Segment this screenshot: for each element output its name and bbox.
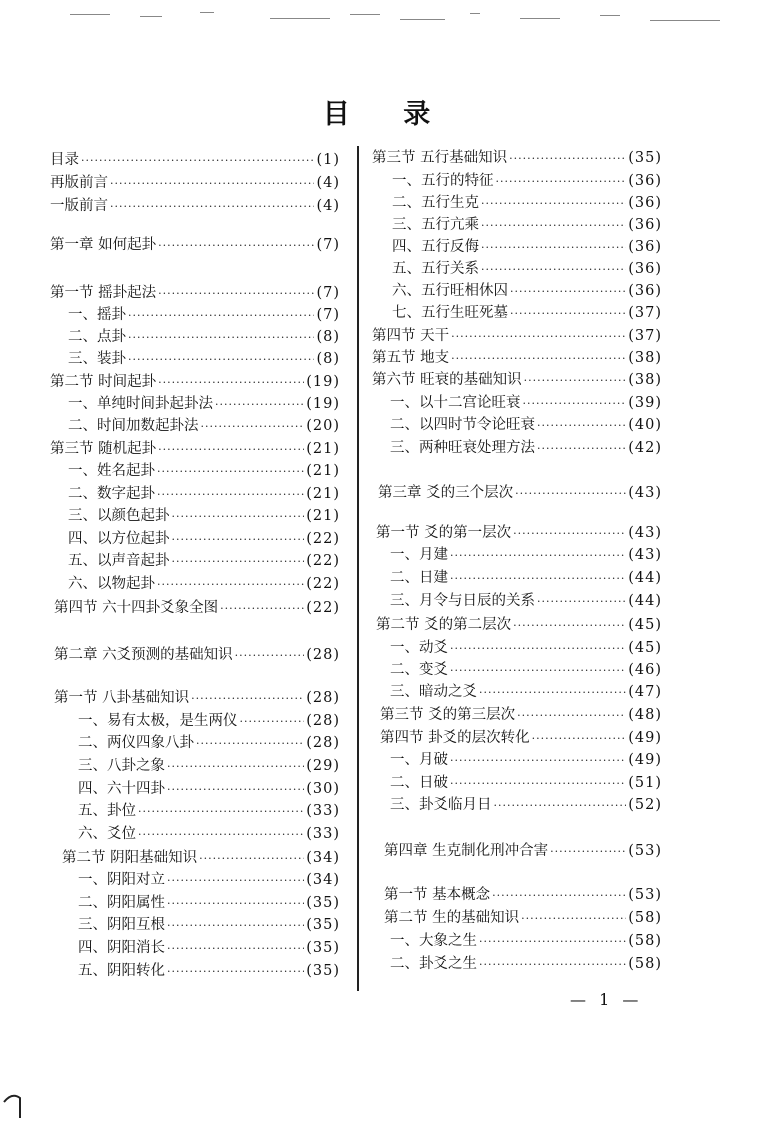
dot-leader: [191, 692, 304, 705]
toc-entry: [384, 883, 662, 905]
toc-entry-label: 第三节 五行基础知识: [372, 150, 508, 166]
toc-entry-label: 七、五行生旺死墓: [392, 305, 508, 321]
toc-entry-label: 三、以颜色起卦: [68, 508, 170, 524]
toc-entry: [390, 680, 662, 702]
dot-leader: [494, 799, 627, 812]
toc-entry: [50, 281, 340, 303]
toc-entry-page: (28): [306, 713, 340, 729]
dot-leader: [110, 200, 314, 213]
toc-entry-label: 二、五行生克: [392, 195, 479, 211]
toc-entry-page: (58): [628, 956, 662, 972]
toc-entry: [54, 643, 340, 665]
toc-entry-label: 第一节 八卦基础知识: [54, 690, 190, 706]
dot-leader: [496, 175, 627, 188]
toc-entry: [372, 324, 662, 346]
toc-entry: [78, 731, 340, 753]
toc-entry: [62, 846, 340, 868]
dot-leader: [537, 419, 626, 432]
toc-entry-label: 二、两仪四象八卦: [78, 735, 194, 751]
toc-entry-label: 第一节 爻的第一层次: [376, 525, 512, 541]
toc-entry-page: (43): [628, 485, 662, 501]
dot-leader: [550, 845, 626, 858]
toc-entry-page: (45): [628, 617, 662, 633]
toc-entry: [390, 793, 662, 815]
toc-entry: [68, 504, 340, 526]
page-title: 目 录: [322, 99, 453, 130]
dot-leader: [450, 549, 626, 562]
dot-leader: [172, 510, 305, 523]
toc-entry: [390, 413, 662, 435]
toc-entry: [390, 636, 662, 658]
dot-leader: [158, 287, 314, 300]
toc-entry-label: 第二节 爻的第二层次: [376, 617, 512, 633]
dot-leader: [167, 874, 304, 887]
toc-entry-page: (36): [628, 239, 662, 255]
page-number: — 1 —: [570, 990, 643, 1009]
toc-entry-label: 五、以声音起卦: [68, 553, 170, 569]
toc-entry: [390, 543, 662, 565]
dot-leader: [479, 686, 626, 699]
toc-entry-page: (34): [306, 850, 340, 866]
toc-entry-page: (35): [628, 150, 662, 166]
dot-leader: [220, 602, 304, 615]
dot-leader: [513, 619, 626, 632]
dot-leader: [167, 783, 304, 796]
toc-entry: [372, 346, 662, 368]
dot-leader: [481, 219, 626, 232]
toc-entry: [384, 839, 662, 861]
toc-entry-page: (49): [628, 752, 662, 768]
toc-entry: [384, 906, 662, 928]
toc-entry-page: (38): [628, 372, 662, 388]
column-divider: [357, 146, 359, 991]
toc-entry: [68, 549, 340, 571]
toc-entry-page: (52): [628, 797, 662, 813]
dot-leader: [196, 737, 304, 750]
toc-entry-page: (22): [306, 531, 340, 547]
toc-entry: [68, 414, 340, 436]
toc-entry-page: (21): [306, 508, 340, 524]
dot-leader: [201, 420, 305, 433]
toc-entry-page: (44): [628, 593, 662, 609]
dot-leader: [481, 263, 626, 276]
toc-entry-label: 二、卦爻之生: [390, 956, 477, 972]
toc-entry-label: 三、八卦之象: [78, 758, 165, 774]
toc-entry: [392, 279, 662, 301]
toc-entry-page: (36): [628, 217, 662, 233]
toc-entry-label: 五、五行关系: [392, 261, 479, 277]
dot-leader: [450, 572, 626, 585]
dot-leader: [157, 578, 304, 591]
toc-entry-label: 五、阴阳转化: [78, 963, 165, 979]
toc-entry-page: (22): [306, 576, 340, 592]
toc-entry: [50, 148, 340, 170]
dot-leader: [537, 442, 626, 455]
dot-leader: [167, 897, 304, 910]
toc-entry-label: 二、变爻: [390, 662, 448, 678]
toc-entry-page: (35): [306, 963, 340, 979]
toc-entry: [68, 347, 340, 369]
toc-entry-label: 目录: [50, 152, 79, 168]
toc-entry: [50, 194, 340, 216]
toc-entry: [380, 726, 662, 748]
toc-entry-label: 三、月令与日辰的关系: [390, 593, 535, 609]
toc-entry-page: (34): [306, 872, 340, 888]
toc-entry-page: (43): [628, 547, 662, 563]
toc-entry-page: (51): [628, 775, 662, 791]
toc-entry: [380, 703, 662, 725]
toc-entry: [390, 436, 662, 458]
dot-leader: [235, 649, 305, 662]
toc-entry-page: (44): [628, 570, 662, 586]
toc-entry-page: (30): [306, 781, 340, 797]
toc-entry-page: (43): [628, 525, 662, 541]
toc-entry: [68, 303, 340, 325]
dot-leader: [481, 197, 626, 210]
toc-entry-label: 第四章 生克制化刑冲合害: [384, 843, 549, 859]
dot-leader: [523, 397, 627, 410]
toc-entry-page: (33): [306, 826, 340, 842]
toc-entry-label: 第二节 阴阳基础知识: [62, 850, 198, 866]
toc-entry-page: (28): [306, 690, 340, 706]
toc-entry-label: 第五节 地支: [372, 350, 450, 366]
toc-entry-page: (45): [628, 640, 662, 656]
toc-entry-label: 二、日破: [390, 775, 448, 791]
toc-entry: [68, 527, 340, 549]
toc-entry-label: 三、五行亢乘: [392, 217, 479, 233]
toc-entry: [392, 235, 662, 257]
toc-entry: [392, 213, 662, 235]
scan-noise: [0, 0, 775, 40]
toc-entry-page: (20): [306, 418, 340, 434]
toc-entry-label: 第四节 六十四卦爻象全图: [54, 600, 219, 616]
dot-leader: [479, 958, 626, 971]
dot-leader: [167, 942, 304, 955]
toc-entry-page: (53): [628, 887, 662, 903]
toc-entry-label: 一、阴阳对立: [78, 872, 165, 888]
toc-entry-label: 四、六十四卦: [78, 781, 165, 797]
toc-entry-label: 再版前言: [50, 175, 108, 191]
toc-entry-label: 一版前言: [50, 198, 108, 214]
toc-entry: [68, 325, 340, 347]
toc-entry: [78, 891, 340, 913]
toc-entry-page: (19): [306, 374, 340, 390]
dot-leader: [172, 533, 305, 546]
dot-leader: [450, 664, 626, 677]
dot-leader: [510, 285, 626, 298]
dot-leader: [138, 805, 304, 818]
dot-leader: [492, 889, 626, 902]
toc-entry-label: 第六节 旺衰的基础知识: [372, 372, 522, 388]
dot-leader: [128, 331, 314, 344]
toc-entry-label: 第二节 生的基础知识: [384, 910, 520, 926]
dot-leader: [128, 309, 314, 322]
toc-entry-label: 第二章 六爻预测的基础知识: [54, 647, 233, 663]
dot-leader: [167, 760, 304, 773]
toc-entry-page: (28): [306, 647, 340, 663]
toc-entry-page: (48): [628, 707, 662, 723]
toc-entry-page: (58): [628, 933, 662, 949]
toc-entry-label: 一、月破: [390, 752, 448, 768]
toc-entry: [54, 686, 340, 708]
dot-leader: [81, 154, 314, 167]
toc-entry: [50, 437, 340, 459]
toc-entry-label: 第三节 爻的第三层次: [380, 707, 516, 723]
toc-entry-page: (37): [628, 328, 662, 344]
toc-entry: [390, 566, 662, 588]
toc-entry: [68, 459, 340, 481]
toc-entry-page: (46): [628, 662, 662, 678]
dot-leader: [451, 330, 626, 343]
toc-entry: [50, 171, 340, 193]
toc-entry-page: (22): [306, 553, 340, 569]
toc-entry-page: (47): [628, 684, 662, 700]
toc-entry-label: 四、以方位起卦: [68, 531, 170, 547]
toc-entry: [68, 572, 340, 594]
dot-leader: [167, 919, 304, 932]
toc-entry: [392, 169, 662, 191]
dot-leader: [158, 239, 314, 252]
toc-entry-page: (21): [306, 441, 340, 457]
toc-entry-label: 二、点卦: [68, 329, 126, 345]
toc-entry-page: (8): [316, 329, 340, 345]
toc-entry: [390, 748, 662, 770]
toc-entry-label: 六、以物起卦: [68, 576, 155, 592]
dot-leader: [481, 241, 626, 254]
toc-entry: [54, 596, 340, 618]
dot-leader: [515, 487, 626, 500]
toc-entry-label: 第三章 爻的三个层次: [378, 485, 514, 501]
toc-entry-page: (36): [628, 173, 662, 189]
dot-leader: [532, 732, 627, 745]
toc-entry-page: (7): [316, 285, 340, 301]
toc-entry-label: 二、数字起卦: [68, 486, 155, 502]
toc-entry-label: 二、日建: [390, 570, 448, 586]
toc-entry-page: (35): [306, 940, 340, 956]
toc-entry-label: 一、月建: [390, 547, 448, 563]
toc-entry: [390, 658, 662, 680]
dot-leader: [510, 307, 626, 320]
toc-entry-label: 二、时间加数起卦法: [68, 418, 199, 434]
toc-entry: [390, 391, 662, 413]
toc-entry-label: 第三节 随机起卦: [50, 441, 157, 457]
toc-entry-label: 一、摇卦: [68, 307, 126, 323]
toc-entry-label: 五、卦位: [78, 803, 136, 819]
toc-entry: [372, 368, 662, 390]
toc-entry: [376, 613, 662, 635]
toc-entry-page: (7): [316, 307, 340, 323]
toc-entry: [78, 936, 340, 958]
toc-entry-label: 一、单纯时间卦起卦法: [68, 396, 213, 412]
toc-entry-label: 四、五行反侮: [392, 239, 479, 255]
toc-entry-page: (29): [306, 758, 340, 774]
toc-entry: [390, 771, 662, 793]
toc-entry: [390, 589, 662, 611]
dot-leader: [521, 912, 626, 925]
toc-entry-page: (38): [628, 350, 662, 366]
toc-entry-label: 二、阴阳属性: [78, 895, 165, 911]
toc-entry-page: (8): [316, 351, 340, 367]
toc-entry-label: 三、阴阳互根: [78, 917, 165, 933]
toc-entry-page: (1): [316, 152, 340, 168]
toc-entry: [68, 482, 340, 504]
dot-leader: [513, 527, 626, 540]
toc-entry-label: 三、装卦: [68, 351, 126, 367]
toc-entry: [378, 481, 662, 503]
toc-entry-page: (28): [306, 735, 340, 751]
toc-entry-page: (19): [306, 396, 340, 412]
toc-entry: [78, 777, 340, 799]
toc-entry: [50, 370, 340, 392]
corner-mark: [2, 1090, 26, 1120]
dot-leader: [138, 828, 304, 841]
toc-entry-page: (49): [628, 730, 662, 746]
toc-entry-label: 一、易有太极，是生两仪: [78, 713, 238, 729]
dot-leader: [110, 177, 314, 190]
dot-leader: [199, 852, 304, 865]
toc-entry-page: (36): [628, 261, 662, 277]
toc-entry: [50, 233, 340, 255]
toc-entry-label: 一、动爻: [390, 640, 448, 656]
toc-entry-page: (53): [628, 843, 662, 859]
dot-leader: [479, 935, 626, 948]
toc-entry-label: 三、卦爻临月日: [390, 797, 492, 813]
toc-entry-label: 第一节 摇卦起法: [50, 285, 157, 301]
toc-entry: [68, 392, 340, 414]
toc-entry-label: 第四节 卦爻的层次转化: [380, 730, 530, 746]
toc-entry-page: (36): [628, 283, 662, 299]
toc-entry-page: (7): [316, 237, 340, 253]
toc-entry: [78, 959, 340, 981]
toc-entry-page: (35): [306, 895, 340, 911]
dot-leader: [517, 709, 626, 722]
dot-leader: [450, 754, 626, 767]
toc-entry-page: (21): [306, 463, 340, 479]
toc-entry-label: 一、大象之生: [390, 933, 477, 949]
toc-entry-label: 一、五行的特征: [392, 173, 494, 189]
toc-entry-page: (58): [628, 910, 662, 926]
dot-leader: [537, 595, 626, 608]
toc-entry-page: (39): [628, 395, 662, 411]
toc-entry-label: 一、以十二宫论旺衰: [390, 395, 521, 411]
dot-leader: [215, 398, 304, 411]
toc-entry: [78, 822, 340, 844]
dot-leader: [172, 555, 305, 568]
toc-entry: [78, 868, 340, 890]
toc-entry-label: 四、阴阳消长: [78, 940, 165, 956]
toc-entry-label: 三、暗动之爻: [390, 684, 477, 700]
dot-leader: [240, 715, 305, 728]
toc-entry: [78, 754, 340, 776]
toc-entry: [392, 257, 662, 279]
toc-entry-page: (21): [306, 486, 340, 502]
toc-entry-label: 第四节 天干: [372, 328, 450, 344]
toc-entry-label: 六、爻位: [78, 826, 136, 842]
dot-leader: [157, 488, 304, 501]
toc-entry-page: (36): [628, 195, 662, 211]
toc-entry: [392, 301, 662, 323]
toc-entry: [392, 191, 662, 213]
toc-entry-page: (37): [628, 305, 662, 321]
toc-entry-page: (40): [628, 417, 662, 433]
toc-entry: [390, 952, 662, 974]
dot-leader: [167, 965, 304, 978]
toc-entry-page: (4): [316, 198, 340, 214]
toc-entry-label: 六、五行旺相休囚: [392, 283, 508, 299]
toc-entry-page: (35): [306, 917, 340, 933]
toc-entry-label: 一、姓名起卦: [68, 463, 155, 479]
toc-entry-page: (22): [306, 600, 340, 616]
dot-leader: [450, 777, 626, 790]
toc-entry: [390, 929, 662, 951]
toc-entry-label: 三、两种旺衰处理方法: [390, 440, 535, 456]
toc-entry: [78, 799, 340, 821]
toc-entry-page: (4): [316, 175, 340, 191]
dot-leader: [158, 443, 304, 456]
dot-leader: [524, 374, 627, 387]
toc-entry-page: (42): [628, 440, 662, 456]
toc-entry: [78, 913, 340, 935]
toc-entry: [78, 709, 340, 731]
dot-leader: [158, 376, 304, 389]
toc-entry-label: 第一章 如何起卦: [50, 237, 157, 253]
dot-leader: [451, 352, 626, 365]
dot-leader: [450, 642, 626, 655]
toc-entry-page: (33): [306, 803, 340, 819]
dot-leader: [157, 465, 304, 478]
toc-entry-label: 二、以四时节令论旺衰: [390, 417, 535, 433]
toc-entry-label: 第二节 时间起卦: [50, 374, 157, 390]
dot-leader: [509, 152, 626, 165]
dot-leader: [128, 353, 314, 366]
toc-entry: [376, 521, 662, 543]
toc-entry-label: 第一节 基本概念: [384, 887, 491, 903]
toc-entry: [372, 146, 662, 168]
